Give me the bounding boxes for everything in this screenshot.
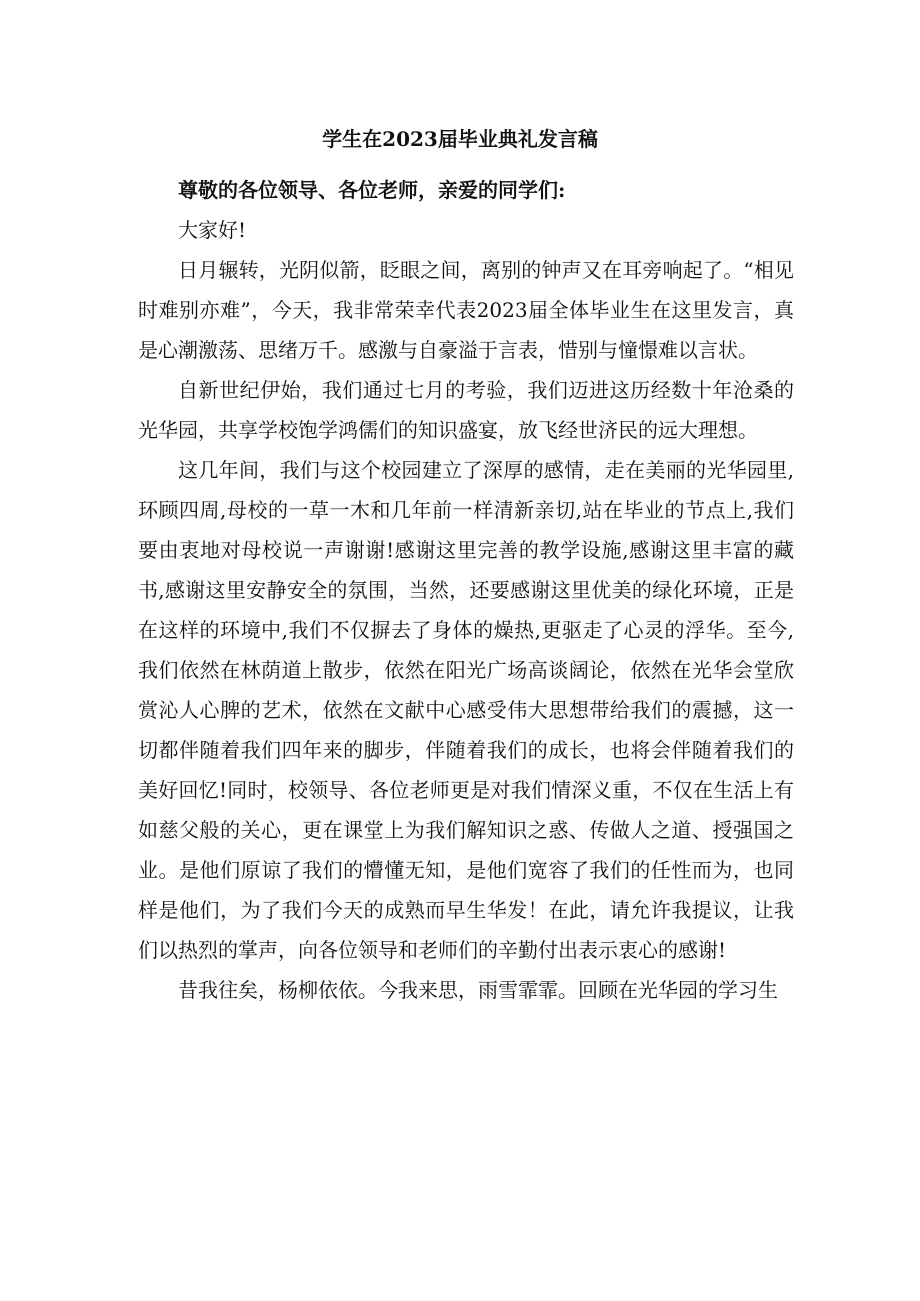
paragraph-greeting: 大家好! (178, 218, 247, 242)
paragraph-reflection: 昔我往矣，杨柳依依。今我来思，雨雪霏霏。回顾在光华园的学习生 (178, 978, 778, 1002)
document-body (138, 170, 794, 1010)
paragraph-new-century: 自新世纪伊始，我们通过七月的考验，我们迈进这历经数十年沧桑的光华园，共享学校饱学鸿儒们的知识盛宴，放飞经世济民的远大理想。 (138, 378, 794, 442)
salutation: 尊敬的各位领导、各位老师，亲爱的同学们: (178, 178, 566, 202)
paragraph-opening: 日月辗转，光阴似箭，眨眼之间，离别的钟声又在耳旁响起了。“相见时难别亦难”，今天，我非常荣幸代表2023届全体毕业生在这里发言，真是心潮激荡、思绪万千。感激与自豪溢于言表，惜别与憧憬难以言状。 (138, 258, 794, 362)
document-title: 学生在2023届毕业典礼发言稿 (322, 127, 598, 151)
paragraph-gratitude: 这几年间，我们与这个校园建立了深厚的感情，走在美丽的光华园里,环顾四周,母校的一草一木和几年前一样清新亲切,站在毕业的节点上,我们要由衷地对母校说一声谢谢!感谢这里完善的教学设施,感谢这里丰富的藏书,感谢这里安静安全的氛围，当然，还要感谢这里优美的绿化环境，正是在这样的环境中,我们不仅摒去了身体的燥热,更驱走了心灵的浮华。至今,我们依然在林荫道上散步，依然在阳光广场高谈阔论，依然在光华会堂欣赏沁人心脾的艺术，依然在文献中心感受伟大思想带给我们的震撼，这一切都伴随着我们四年来的脚步，伴随着我们的成长，也将会伴随着我们的美好回忆!同时，校领导、各位老师更是对我们情深义重，不仅在生活上有如慈父般的关心，更在课堂上为我们解知识之惑、传做人之道、授强国之业。是他们原谅了我们的懵懂无知，是他们宽容了我们的任性而为，也同样是他们，为了我们今天的成熟而早生华发！在此，请允许我提议，让我们以热烈的掌声，向各位领导和老师们的辛勤付出表示衷心的感谢! (138, 458, 794, 962)
